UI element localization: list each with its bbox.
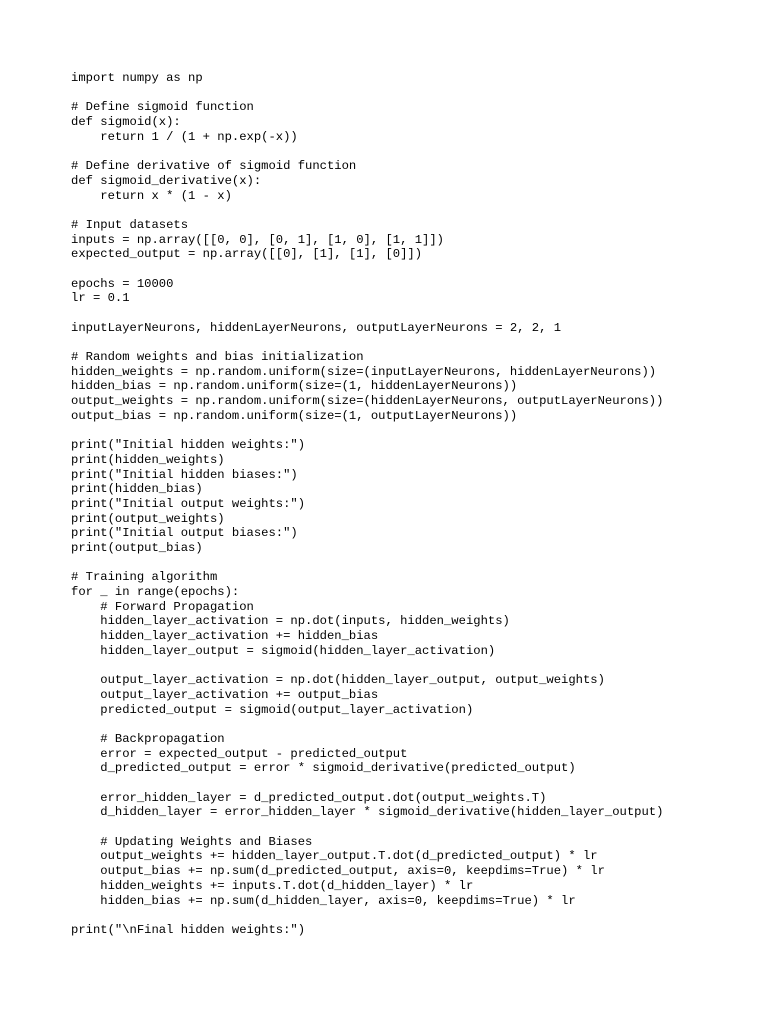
code-line: hidden_bias += np.sum(d_hidden_layer, axis=0, keepdims=True) * lr [71,893,576,908]
code-line: output_layer_activation += output_bias [71,687,379,702]
code-line: # Input datasets [71,217,189,232]
code-line: error = expected_output - predicted_output [71,746,408,761]
code-line: d_hidden_layer = error_hidden_layer * sigmoid_derivative(hidden_layer_output) [71,805,664,820]
code-line [71,262,663,277]
code-line [71,335,663,350]
code-line: # Define sigmoid function [71,100,254,115]
code-block [71,71,663,938]
code-line: print(hidden_bias) [71,482,203,497]
code-line: # Random weights and bias initialization [71,350,364,365]
code-line: output_bias = np.random.uniform(size=(1, outputLayerNeurons)) [71,408,518,423]
code-line: print("Initial output biases:") [71,526,298,541]
code-line: hidden_weights += inputs.T.dot(d_hidden_layer) * lr [71,878,474,893]
code-line: epochs = 10000 [71,276,174,291]
code-line: predicted_output = sigmoid(output_layer_activation) [71,702,474,717]
code-line: d_predicted_output = error * sigmoid_derivative(predicted_output) [71,761,576,776]
code-line: # Define derivative of sigmoid function [71,159,357,174]
code-line: hidden_layer_output = sigmoid(hidden_layer_activation) [71,643,496,658]
code-line: error_hidden_layer = d_predicted_output.dot(output_weights.T) [71,790,547,805]
code-line: print("Initial hidden biases:") [71,467,298,482]
code-line: output_weights = np.random.uniform(size=(hiddenLayerNeurons, outputLayerNeurons)) [71,394,664,409]
code-line: expected_output = np.array([[0], [1], [1], [0]]) [71,247,423,262]
code-line: hidden_layer_activation += hidden_bias [71,629,379,644]
code-line: for _ in range(epochs): [71,585,240,600]
code-line [71,424,663,439]
code-line: hidden_bias = np.random.uniform(size=(1, hiddenLayerNeurons)) [71,379,518,394]
code-line [71,820,663,835]
code-line: return x * (1 - x) [71,188,232,203]
code-line: # Backpropagation [71,731,225,746]
code-line: return 1 / (1 + np.exp(-x)) [71,129,298,144]
code-line: output_weights += hidden_layer_output.T.dot(d_predicted_output) * lr [71,849,598,864]
code-line: # Training algorithm [71,570,218,585]
code-line: print(output_bias) [71,541,203,555]
code-line: hidden_weights = np.random.uniform(size=(inputLayerNeurons, hiddenLayerNeurons)) [71,364,657,379]
code-line: inputs = np.array([[0, 0], [0, 1], [1, 0], [1, 1]]) [71,232,444,247]
code-line [71,86,663,101]
code-line [71,144,663,159]
code-line: # Updating Weights and Biases [71,834,313,849]
code-line [71,556,663,571]
code-line: def sigmoid_derivative(x): [71,173,262,188]
code-line: print(hidden_weights) [71,452,225,467]
code-line [71,908,663,923]
code-line: print("Initial output weights:") [71,496,306,511]
code-line: lr = 0.1 [71,291,130,306]
code-line: output_bias += np.sum(d_predicted_output, axis=0, keepdims=True) * lr [71,864,605,879]
code-line [71,306,663,321]
code-line [71,203,663,218]
code-line: import numpy as np [71,71,203,85]
code-line [71,776,663,791]
code-line: def sigmoid(x): [71,115,181,130]
code-line: print(output_weights) [71,511,225,526]
code-line [71,659,663,674]
code-line: # Forward Propagation [71,599,254,614]
code-line: inputLayerNeurons, hiddenLayerNeurons, outputLayerNeurons = 2, 2, 1 [71,320,562,335]
code-line [71,717,663,732]
code-line: hidden_layer_activation = np.dot(inputs, hidden_weights) [71,614,510,629]
code-line: output_layer_activation = np.dot(hidden_layer_output, output_weights) [71,673,605,688]
code-line: print("Initial hidden weights:") [71,438,306,453]
code-line: print("\nFinal hidden weights:") [71,922,306,937]
